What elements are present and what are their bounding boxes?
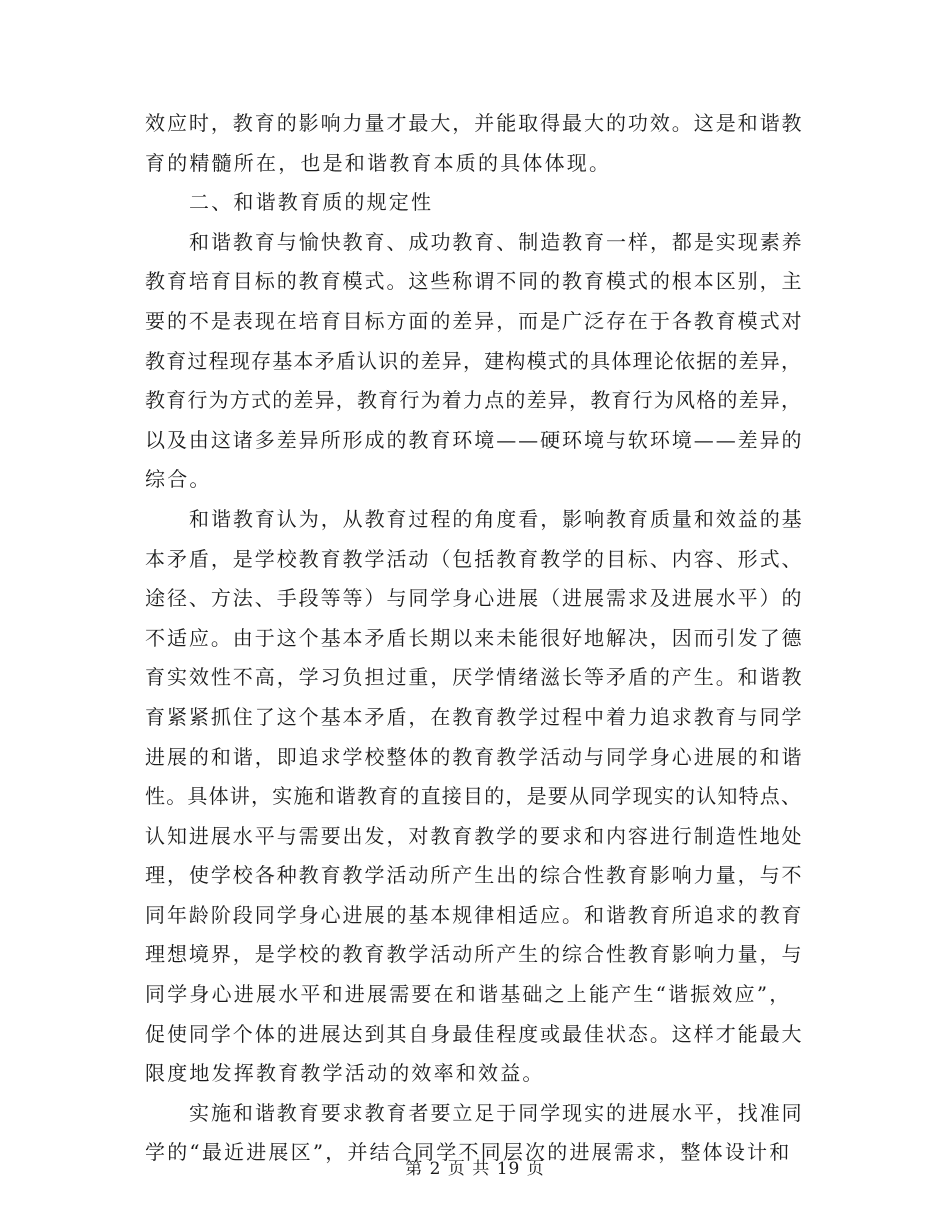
text-line: 理，使学校各种教育教学活动所产生出的综合性教育影响力量，与不 bbox=[145, 863, 804, 888]
text-line: 育的精髓所在，也是和谐教育本质的具体体现。 bbox=[145, 150, 612, 175]
text-line: 以及由这诸多差异所形成的教育环境——硬环境与软环境——差异的 bbox=[145, 427, 804, 452]
page-number-footer: 第 2 页 共 19 页 bbox=[405, 1159, 545, 1179]
text-line: 限度地发挥教育教学活动的效率和效益。 bbox=[145, 1061, 545, 1086]
text-line: 二、和谐教育质的规定性 bbox=[189, 190, 434, 215]
text-line: 促使同学个体的进展达到其自身最佳程度或最佳状态。这样才能最大 bbox=[145, 1021, 804, 1046]
text-line: 教育过程现存基本矛盾认识的差异，建构模式的具体理论依据的差异， bbox=[145, 348, 803, 373]
text-line: 教育行为方式的差异，教育行为着力点的差异，教育行为风格的差异， bbox=[145, 388, 803, 413]
text-line: 和谐教育认为，从教育过程的角度看，影响教育质量和效益的基 bbox=[189, 506, 804, 531]
text-line: 同学身心进展水平和进展需要在和谐基础之上能产生“谐振效应”， bbox=[145, 982, 792, 1007]
text-line: 育紧紧抓住了这个基本矛盾，在教育教学过程中着力追求教育与同学 bbox=[145, 704, 804, 729]
text-line: 育实效性不高，学习负担过重，厌学情绪滋长等矛盾的产生。和谐教 bbox=[145, 665, 804, 690]
text-line: 性。具体讲，实施和谐教育的直接目的，是要从同学现实的认知特点、 bbox=[145, 784, 803, 809]
text-line: 途径、方法、手段等等）与同学身心进展（进展需求及进展水平）的 bbox=[145, 586, 804, 611]
text-line: 进展的和谐，即追求学校整体的教育教学活动与同学身心进展的和谐 bbox=[145, 744, 804, 769]
text-line: 效应时，教育的影响力量才最大，并能取得最大的功效。这是和谐教 bbox=[145, 111, 804, 135]
text-line: 和谐教育与愉快教育、成功教育、制造教育一样，都是实现素养 bbox=[189, 229, 804, 254]
text-line: 本矛盾，是学校教育教学活动（包括教育教学的目标、内容、形式、 bbox=[145, 546, 804, 571]
text-line: 学的“最近进展区”，并结合同学不同层次的进展需求，整体设计和 bbox=[145, 1140, 792, 1165]
text-line: 认知进展水平与需要出发，对教育教学的要求和内容进行制造性地处 bbox=[145, 823, 804, 848]
text-line: 实施和谐教育要求教育者要立足于同学现实的进展水平，找准同 bbox=[189, 1100, 804, 1125]
text-line: 理想境界，是学校的教育教学活动所产生的综合性教育影响力量，与 bbox=[145, 942, 804, 967]
text-line: 同年龄阶段同学身心进展的基本规律相适应。和谐教育所追求的教育 bbox=[145, 902, 804, 927]
document-body bbox=[145, 104, 805, 1173]
text-line: 综合。 bbox=[145, 467, 212, 492]
text-line: 教育培育目标的教育模式。这些称谓不同的教育模式的根本区别，主 bbox=[145, 269, 804, 294]
text-line: 不适应。由于这个基本矛盾长期以来未能很好地解决，因而引发了德 bbox=[145, 625, 804, 650]
text-line: 要的不是表现在培育目标方面的差异，而是广泛存在于各教育模式对 bbox=[145, 308, 804, 333]
